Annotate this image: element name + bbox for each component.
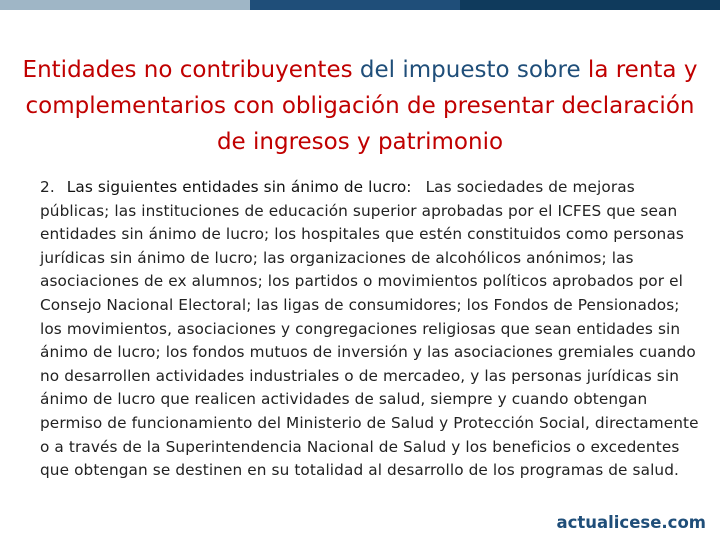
top-accent-bar bbox=[0, 0, 720, 10]
top-bar-mid-segment bbox=[250, 0, 460, 10]
slide-title bbox=[20, 52, 700, 160]
brand-footer: actualicese.com bbox=[556, 513, 706, 532]
title-blue-part-1: del impuesto sobre bbox=[352, 57, 581, 83]
body-paragraph bbox=[40, 176, 700, 483]
top-bar-dark-segment bbox=[460, 0, 720, 10]
top-bar-light-segment bbox=[0, 0, 250, 10]
paragraph-lead: Las siguientes entidades sin ánimo de lucro: bbox=[66, 178, 412, 196]
paragraph-text: Las sociedades de mejoras públicas; las instituciones de educación superior aprobadas por el ICFES que sean entidades sin ánimo de lucro; los hospitales que estén constituidos como personas jurídicas sin ánimo de lucro; las organizaciones de alcohólicos anónimos; las asociaciones de ex alumnos; los partidos o movimientos políticos aprobados por el Consejo Nacional Electoral; las ligas de consumidores; los Fondos de Pensionados; los movimientos, asociaciones y congregaciones religiosas que sean entidades sin ánimo de lucro; los fondos mutuos de inversión y las asociaciones gremiales cuando no desarrollen actividades industriales o de mercadeo, y las personas jurídicas sin ánimo de lucro que realicen actividades de salud, siempre y cuando obtengan permiso de funcionamiento del Ministerio de Salud y Protección Social, directamente o a través de la Superintendencia Nacional de Salud y los beneficios o excedentes que obtengan se destinen en su totalidad al desarrollo de los programas de salud. bbox=[40, 178, 699, 480]
title-red-part-1: Entidades no contribuyentes bbox=[22, 57, 353, 83]
title-red-part-3: con obligación de presentar declaración de ingresos y patrimonio bbox=[216, 93, 695, 155]
title-red-part-2: la renta y complementarios bbox=[25, 57, 698, 119]
item-number: 2. bbox=[40, 178, 55, 196]
